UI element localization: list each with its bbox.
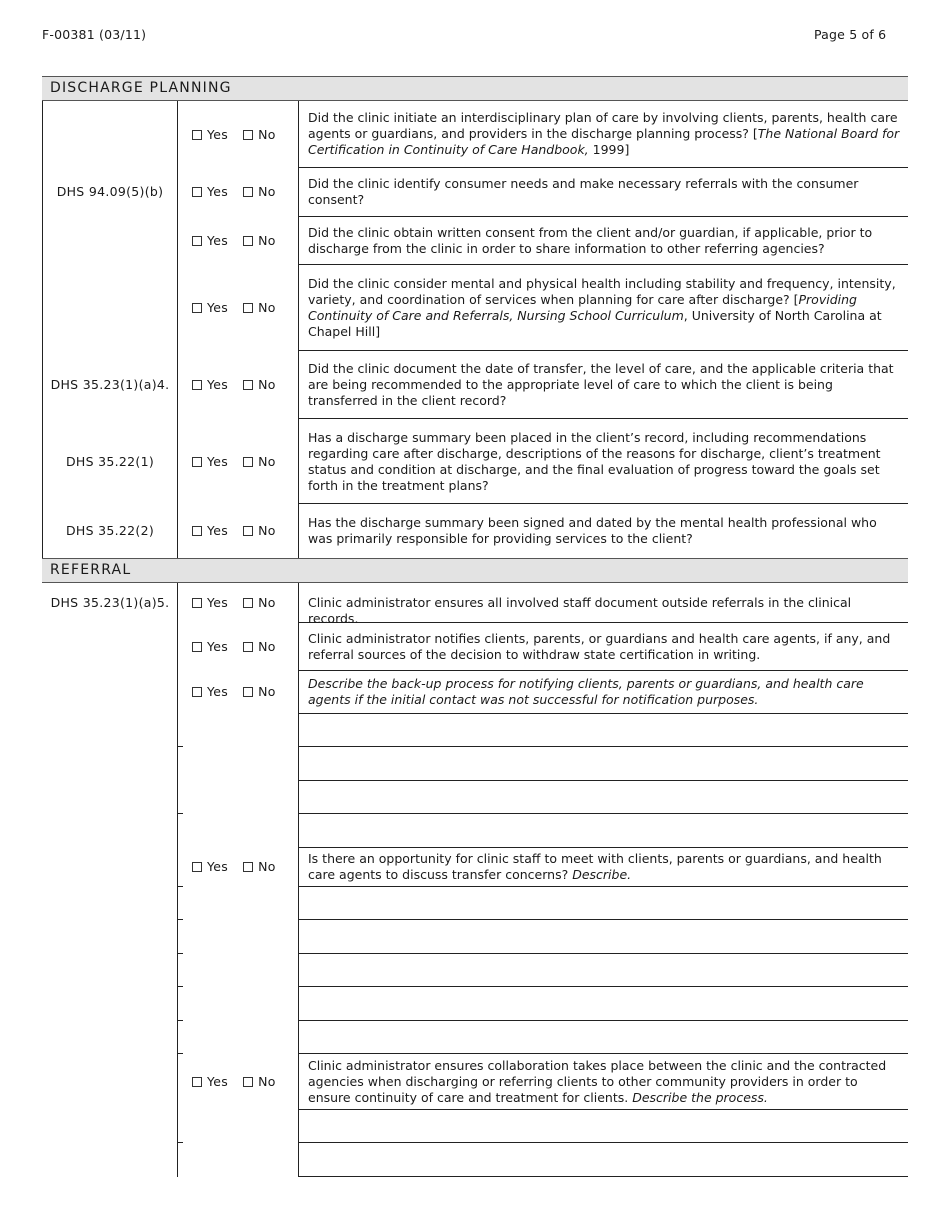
no-label: No bbox=[258, 595, 276, 610]
no-option[interactable] bbox=[243, 454, 276, 469]
table-border bbox=[177, 101, 178, 558]
no-label: No bbox=[258, 1074, 276, 1089]
question-text: Clinic administrator notifies clients, parents, or guardians and health care agents, if any, and referral sources of the decision to withdraw state certification in writing. bbox=[308, 631, 891, 662]
table-border bbox=[42, 101, 43, 558]
yes-option[interactable] bbox=[192, 377, 228, 392]
yes-no-group bbox=[192, 377, 276, 392]
no-checkbox[interactable] bbox=[243, 642, 253, 652]
no-checkbox[interactable] bbox=[243, 1077, 253, 1087]
yes-option[interactable] bbox=[192, 454, 228, 469]
no-checkbox[interactable] bbox=[243, 457, 253, 467]
row-divider bbox=[298, 713, 908, 714]
yes-option[interactable] bbox=[192, 859, 228, 874]
yes-checkbox[interactable] bbox=[192, 642, 202, 652]
no-checkbox[interactable] bbox=[243, 687, 253, 697]
no-label: No bbox=[258, 454, 276, 469]
no-label: No bbox=[258, 127, 276, 142]
yes-label: Yes bbox=[207, 377, 229, 392]
yes-checkbox[interactable] bbox=[192, 862, 202, 872]
section-referral: REFERRAL bbox=[42, 558, 908, 583]
yes-checkbox[interactable] bbox=[192, 526, 202, 536]
row-divider bbox=[298, 216, 908, 217]
yes-checkbox[interactable] bbox=[192, 130, 202, 140]
no-option[interactable] bbox=[243, 127, 276, 142]
no-checkbox[interactable] bbox=[243, 130, 253, 140]
section-discharge-planning: DISCHARGE PLANNING bbox=[42, 76, 908, 101]
no-option[interactable] bbox=[243, 1074, 276, 1089]
yes-no-group bbox=[192, 523, 276, 538]
row-divider bbox=[298, 919, 908, 920]
row-divider bbox=[298, 264, 908, 265]
yes-option[interactable] bbox=[192, 595, 228, 610]
yes-label: Yes bbox=[207, 595, 229, 610]
question-text: Has a discharge summary been placed in the client’s record, including recommendations regarding care after discharge, descriptions of the reasons for discharge, client’s treatment status and condition at discharge, and the final evaluation of progress toward the goals set forth in the treatment plans? bbox=[308, 430, 881, 493]
no-checkbox[interactable] bbox=[243, 187, 253, 197]
yes-checkbox[interactable] bbox=[192, 598, 202, 608]
no-label: No bbox=[258, 233, 276, 248]
yes-no-group bbox=[192, 233, 276, 248]
yes-checkbox[interactable] bbox=[192, 236, 202, 246]
question-text: Did the clinic initiate an interdisciplinary plan of care by involving clients, parents, health care agents or guardians, and providers in the discharge planning process? [The National Board for Certification in Continuity of Care Handbook, 1999] bbox=[308, 110, 900, 157]
no-checkbox[interactable] bbox=[243, 526, 253, 536]
no-option[interactable] bbox=[243, 639, 276, 654]
yes-checkbox[interactable] bbox=[192, 380, 202, 390]
yes-label: Yes bbox=[207, 1074, 229, 1089]
row-divider bbox=[298, 746, 908, 747]
yes-label: Yes bbox=[207, 454, 229, 469]
row-divider bbox=[298, 1053, 908, 1054]
yes-checkbox[interactable] bbox=[192, 457, 202, 467]
regulation-ref: DHS 35.23(1)(a)4. bbox=[50, 377, 170, 392]
row-divider bbox=[298, 953, 908, 954]
yes-no-group bbox=[192, 859, 276, 874]
no-checkbox[interactable] bbox=[243, 380, 253, 390]
row-divider bbox=[298, 986, 908, 987]
yes-no-group bbox=[192, 595, 276, 610]
no-option[interactable] bbox=[243, 859, 276, 874]
page-number: Page 5 of 6 bbox=[814, 27, 887, 42]
row-tick bbox=[177, 1142, 183, 1143]
yes-label: Yes bbox=[207, 684, 229, 699]
row-divider bbox=[298, 1142, 908, 1143]
yes-checkbox[interactable] bbox=[192, 303, 202, 313]
no-option[interactable] bbox=[243, 184, 276, 199]
yes-label: Yes bbox=[207, 523, 229, 538]
regulation-ref: DHS 94.09(5)(b) bbox=[56, 184, 164, 199]
question-text: Clinic administrator ensures all involved staff document outside referrals in the clinical records. bbox=[308, 595, 852, 626]
no-option[interactable] bbox=[243, 595, 276, 610]
no-label: No bbox=[258, 523, 276, 538]
yes-no-group bbox=[192, 454, 276, 469]
regulation-ref: DHS 35.23(1)(a)5. bbox=[50, 595, 170, 610]
yes-option[interactable] bbox=[192, 639, 228, 654]
yes-no-group bbox=[192, 300, 276, 315]
yes-label: Yes bbox=[207, 184, 229, 199]
yes-checkbox[interactable] bbox=[192, 1077, 202, 1087]
row-divider bbox=[298, 1109, 908, 1110]
no-label: No bbox=[258, 300, 276, 315]
question-text: Did the clinic obtain written consent from the client and/or guardian, if applicable, prior to discharge from the clinic in order to share information to other referring agencies? bbox=[308, 225, 873, 256]
row-tick bbox=[177, 886, 183, 887]
table-border bbox=[177, 583, 178, 1177]
no-option[interactable] bbox=[243, 523, 276, 538]
question-text: Did the clinic document the date of transfer, the level of care, and the applicable criteria that are being recommended to the appropriate level of care to which the client is being transferred in the client record? bbox=[308, 361, 894, 408]
table-border bbox=[298, 583, 299, 1177]
yes-option[interactable] bbox=[192, 523, 228, 538]
row-divider bbox=[298, 886, 908, 887]
yes-label: Yes bbox=[207, 859, 229, 874]
yes-option[interactable] bbox=[192, 184, 228, 199]
row-divider bbox=[298, 503, 908, 504]
no-option[interactable] bbox=[243, 300, 276, 315]
no-label: No bbox=[258, 859, 276, 874]
no-label: No bbox=[258, 184, 276, 199]
row-divider bbox=[298, 1020, 908, 1021]
yes-option[interactable] bbox=[192, 233, 228, 248]
row-divider bbox=[298, 418, 908, 419]
row-tick bbox=[177, 919, 183, 920]
regulation-ref: DHS 35.22(2) bbox=[65, 523, 155, 538]
row-divider bbox=[298, 780, 908, 781]
no-option[interactable] bbox=[243, 377, 276, 392]
no-checkbox[interactable] bbox=[243, 303, 253, 313]
no-checkbox[interactable] bbox=[243, 236, 253, 246]
no-option[interactable] bbox=[243, 684, 276, 699]
no-checkbox[interactable] bbox=[243, 598, 253, 608]
yes-no-group bbox=[192, 684, 276, 699]
yes-label: Yes bbox=[207, 639, 229, 654]
yes-option[interactable] bbox=[192, 1074, 228, 1089]
question-text: Did the clinic identify consumer needs and make necessary referrals with the consumer consent? bbox=[308, 176, 859, 207]
yes-option[interactable] bbox=[192, 684, 228, 699]
yes-label: Yes bbox=[207, 233, 229, 248]
no-label: No bbox=[258, 639, 276, 654]
row-tick bbox=[177, 813, 183, 814]
row-tick bbox=[177, 1053, 183, 1054]
yes-label: Yes bbox=[207, 300, 229, 315]
row-divider bbox=[298, 813, 908, 814]
row-divider bbox=[298, 847, 908, 848]
yes-no-group bbox=[192, 184, 276, 199]
yes-no-group bbox=[192, 1074, 276, 1089]
question-text: Is there an opportunity for clinic staff to meet with clients, parents or guardians, and health care agents to discuss transfer concerns? Describe. bbox=[308, 851, 882, 882]
question-text: Has the discharge summary been signed and dated by the mental health professional who was primarily responsible for providing services to the client? bbox=[308, 515, 877, 546]
question-text: Describe the back-up process for notifying clients, parents or guardians, and health care agents if the initial contact was not successful for notification purposes. bbox=[308, 676, 864, 707]
no-option[interactable] bbox=[243, 233, 276, 248]
row-tick bbox=[177, 953, 183, 954]
no-checkbox[interactable] bbox=[243, 862, 253, 872]
row-tick bbox=[177, 746, 183, 747]
yes-no-group bbox=[192, 639, 276, 654]
row-tick bbox=[177, 1020, 183, 1021]
question-text: Clinic administrator ensures collaboration takes place between the clinic and the contracted agencies when discharging or referring clients to other community providers in order to ensure continuity of care and treatment for clients. Describe the process. bbox=[308, 1058, 887, 1105]
yes-no-group bbox=[192, 127, 276, 142]
no-label: No bbox=[258, 684, 276, 699]
row-divider bbox=[298, 670, 908, 671]
row-divider bbox=[298, 1176, 908, 1177]
no-label: No bbox=[258, 377, 276, 392]
table-border bbox=[298, 101, 299, 558]
row-tick bbox=[177, 986, 183, 987]
yes-checkbox[interactable] bbox=[192, 687, 202, 697]
row-divider bbox=[298, 167, 908, 168]
yes-option[interactable] bbox=[192, 300, 228, 315]
regulation-ref: DHS 35.22(1) bbox=[65, 454, 155, 469]
yes-label: Yes bbox=[207, 127, 229, 142]
yes-checkbox[interactable] bbox=[192, 187, 202, 197]
question-text: Did the clinic consider mental and physical health including stability and frequency, intensity, variety, and coordination of services when planning for care after discharge? [Providing Continuity of Care and Referrals, Nursing School Curriculum, University of North Carolina at Chapel Hill] bbox=[308, 276, 896, 339]
yes-option[interactable] bbox=[192, 127, 228, 142]
form-code: F-00381 (03/11) bbox=[42, 27, 147, 42]
row-divider bbox=[298, 350, 908, 351]
